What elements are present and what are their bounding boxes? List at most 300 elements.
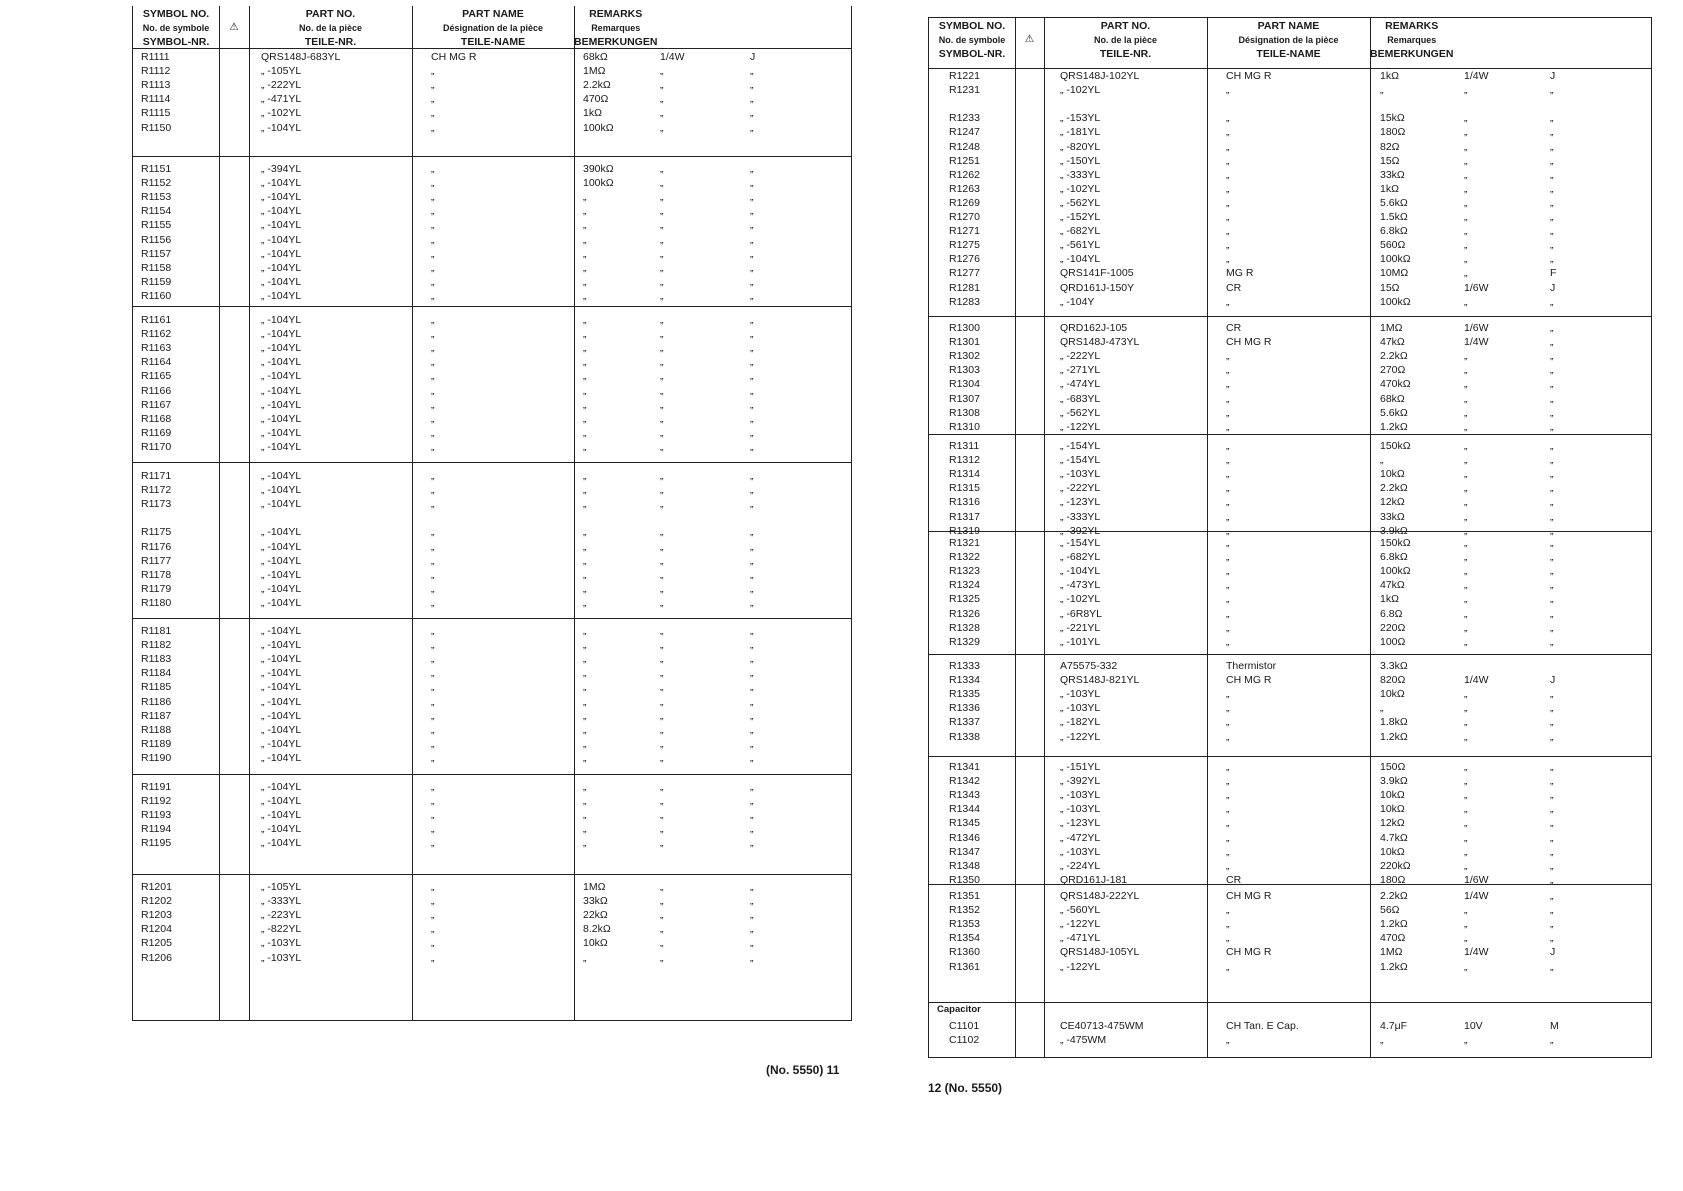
remark-tolerance-cell: „	[750, 667, 754, 680]
header-part-no-line: No. de la pièce	[1093, 35, 1158, 45]
remark-tolerance-cell: „	[1550, 295, 1554, 308]
symbol-no-cell: R1277	[949, 267, 980, 280]
remark-tolerance-cell: „	[750, 909, 754, 922]
symbol-no-cell: R1157	[141, 247, 172, 260]
part-no-cell: „ -154YL	[1060, 440, 1101, 452]
symbol-no-cell: R1193	[141, 809, 172, 822]
symbol-no-cell: R1195	[141, 837, 172, 850]
part-no-cell: „ -104YL	[261, 837, 302, 850]
part-name-cell: CH MG R	[1226, 890, 1272, 902]
remark-tolerance-cell: „	[1550, 112, 1554, 125]
part-no-cell: „ -104YL	[261, 314, 302, 326]
remark-value-cell: „	[583, 837, 587, 850]
remark-rating-cell: „	[1464, 126, 1468, 139]
column-divider	[1207, 18, 1208, 1057]
remark-value-cell: „	[583, 653, 587, 666]
remark-tolerance-cell: „	[1550, 635, 1554, 648]
remark-rating-cell: „	[660, 923, 664, 936]
part-name-cell: „	[431, 233, 435, 246]
part-name-cell: „	[431, 653, 435, 666]
part-name-cell: „	[1226, 831, 1230, 844]
remark-rating-cell: „	[660, 751, 664, 764]
part-no-cell: „ -104YL	[261, 426, 302, 439]
remark-tolerance-cell: „	[750, 695, 754, 708]
part-name-cell: „	[431, 328, 435, 341]
remark-rating-cell: „	[660, 809, 664, 822]
part-name-cell: „	[431, 837, 435, 850]
remark-rating-cell: „	[660, 163, 664, 175]
remark-tolerance-cell: „	[750, 191, 754, 204]
symbol-no-cell: R1183	[141, 653, 172, 666]
remark-value-cell: „	[1380, 1034, 1384, 1047]
part-name-cell: „	[431, 895, 435, 908]
symbol-no-cell: R1321	[949, 537, 980, 549]
symbol-no-cell: R1168	[141, 412, 172, 425]
part-name-cell: „	[431, 191, 435, 204]
remark-rating-cell: „	[1464, 775, 1468, 788]
remark-value-cell: „	[583, 951, 587, 964]
part-name-cell: „	[1226, 126, 1230, 139]
symbol-no-cell: R1206	[141, 951, 172, 964]
part-no-cell: „ -271YL	[1060, 364, 1101, 377]
remark-tolerance-cell: „	[750, 596, 754, 609]
remark-value-cell: 1kΩ	[1380, 70, 1399, 82]
remark-rating-cell: 1/4W	[1464, 674, 1489, 687]
part-name-cell: „	[431, 398, 435, 411]
remark-tolerance-cell: M	[1550, 1020, 1559, 1032]
remark-tolerance-cell: „	[1550, 932, 1554, 945]
remark-value-cell: 100kΩ	[1380, 253, 1411, 266]
part-name-cell: „	[1226, 295, 1230, 308]
remark-value-cell: 12kΩ	[1380, 496, 1405, 509]
remark-tolerance-cell: „	[1550, 440, 1554, 452]
part-no-cell: „ -104YL	[261, 751, 302, 764]
part-name-cell: CH MG R	[1226, 946, 1272, 959]
remark-rating-cell: „	[1464, 196, 1468, 209]
symbol-no-cell: R1182	[141, 639, 172, 652]
part-no-cell: „ -104YL	[261, 247, 302, 260]
part-no-cell: „ -104YL	[261, 275, 302, 288]
remark-rating-cell: „	[1464, 817, 1468, 830]
header-part-name	[412, 7, 574, 49]
remark-value-cell: „	[583, 314, 587, 326]
remark-value-cell: 1MΩ	[583, 65, 606, 78]
remark-tolerance-cell: „	[750, 342, 754, 355]
remark-tolerance-cell: „	[1550, 239, 1554, 252]
part-no-cell: „ -122YL	[1060, 960, 1101, 973]
remark-tolerance-cell: „	[1550, 364, 1554, 377]
remark-value-cell: 10MΩ	[1380, 267, 1409, 280]
part-name-cell: „	[1226, 960, 1230, 973]
part-no-cell: „ -104YL	[261, 498, 302, 511]
remark-tolerance-cell: „	[1550, 392, 1554, 405]
part-no-cell: „ -224YL	[1060, 859, 1101, 872]
symbol-no-cell: R1275	[949, 239, 980, 252]
part-name-cell: „	[1226, 537, 1230, 549]
part-name-cell: „	[1226, 378, 1230, 391]
part-no-cell: A75575-332	[1060, 660, 1118, 672]
remark-value-cell: „	[1380, 702, 1384, 715]
part-name-cell: „	[1226, 524, 1230, 537]
remark-tolerance-cell: „	[750, 709, 754, 722]
remark-rating-cell: „	[660, 177, 664, 190]
remark-tolerance-cell: „	[1550, 688, 1554, 701]
remark-rating-cell: 1/4W	[1464, 336, 1489, 349]
remark-value-cell: „	[583, 823, 587, 836]
remark-rating-cell: „	[1464, 716, 1468, 729]
remark-tolerance-cell: „	[1550, 154, 1554, 167]
remark-tolerance-cell: „	[750, 412, 754, 425]
part-no-cell: „ -683YL	[1060, 392, 1101, 405]
part-no-cell: „ -104YL	[261, 219, 302, 232]
header-symbol-no-line: SYMBOL-NR.	[938, 48, 1006, 60]
remark-rating-cell: „	[660, 554, 664, 567]
remark-value-cell: „	[583, 681, 587, 694]
remark-rating-cell: „	[1464, 454, 1468, 467]
remark-tolerance-cell: „	[750, 163, 754, 175]
symbol-no-cell: R1163	[141, 342, 172, 355]
symbol-no-cell: R1192	[141, 795, 172, 808]
part-name-cell: „	[1226, 112, 1230, 125]
symbol-no-cell: R1319	[949, 524, 980, 537]
symbol-no-cell: R1314	[949, 468, 980, 481]
remark-value-cell: 5.6kΩ	[1380, 196, 1408, 209]
part-no-cell: „ -104YL	[1060, 253, 1101, 266]
remark-rating-cell: „	[1464, 635, 1468, 648]
symbol-no-cell: R1153	[141, 191, 172, 204]
part-name-cell: „	[1226, 702, 1230, 715]
part-no-cell: „ -104YL	[261, 823, 302, 836]
remark-value-cell: „	[583, 526, 587, 539]
part-no-cell: „ -102YL	[261, 107, 302, 120]
remark-tolerance-cell: „	[750, 289, 754, 302]
remark-value-cell: 100kΩ	[1380, 565, 1411, 578]
remark-rating-cell: „	[660, 219, 664, 232]
symbol-no-cell: R1185	[141, 681, 172, 694]
remark-rating-cell: „	[660, 440, 664, 453]
part-name-cell: „	[431, 923, 435, 936]
column-divider	[219, 6, 220, 1020]
part-no-cell: „ -181YL	[1060, 126, 1101, 139]
part-name-cell: „	[431, 709, 435, 722]
remark-value-cell: „	[583, 412, 587, 425]
remark-value-cell: 33kΩ	[1380, 510, 1405, 523]
symbol-no-cell: R1162	[141, 328, 172, 341]
part-no-cell: „ -104YL	[261, 568, 302, 581]
part-name-cell: „	[431, 470, 435, 482]
part-no-cell: „ -471YL	[1060, 932, 1101, 945]
symbol-no-cell: R1329	[949, 635, 980, 648]
symbol-no-cell: R1189	[141, 737, 172, 750]
symbol-no-cell: R1177	[141, 554, 172, 567]
remark-value-cell: 560Ω	[1380, 239, 1406, 252]
part-no-cell: QRS141F-1005	[1060, 267, 1134, 280]
remark-tolerance-cell: „	[750, 107, 754, 120]
symbol-no-cell: R1350	[949, 873, 980, 886]
symbol-no-cell: R1348	[949, 859, 980, 872]
part-name-cell: „	[1226, 154, 1230, 167]
remark-tolerance-cell: „	[750, 177, 754, 190]
part-name-cell: „	[1226, 817, 1230, 830]
remark-value-cell: 12kΩ	[1380, 817, 1405, 830]
symbol-no-cell: R1111	[141, 51, 170, 63]
remark-tolerance-cell: „	[1550, 817, 1554, 830]
part-no-cell: „ -104YL	[1060, 565, 1101, 578]
remark-tolerance-cell: „	[750, 384, 754, 397]
part-name-cell: „	[1226, 482, 1230, 495]
remark-rating-cell: „	[660, 107, 664, 120]
part-no-cell: „ -103YL	[1060, 468, 1101, 481]
part-name-cell: „	[431, 275, 435, 288]
remark-rating-cell: „	[660, 93, 664, 106]
symbol-no-cell: R1176	[141, 540, 172, 553]
symbol-no-cell: R1179	[141, 582, 172, 595]
part-name-cell: CH MG R	[431, 51, 477, 63]
symbol-no-cell: R1171	[141, 470, 172, 482]
symbol-no-cell: R1281	[949, 281, 980, 294]
part-name-cell: CH MG R	[1226, 674, 1272, 687]
part-name-cell: „	[1226, 225, 1230, 238]
part-name-cell: „	[431, 177, 435, 190]
part-name-cell: „	[1226, 761, 1230, 773]
remark-rating-cell: „	[660, 526, 664, 539]
remark-value-cell: 2.2kΩ	[583, 79, 611, 92]
remark-tolerance-cell: „	[750, 795, 754, 808]
header-part-no-line: TEILE-NR.	[1099, 48, 1152, 60]
remark-tolerance-cell: „	[750, 328, 754, 341]
header-part-no-line: PART NO.	[305, 8, 356, 20]
remark-rating-cell: „	[1464, 730, 1468, 743]
part-no-cell: „ -102YL	[1060, 84, 1101, 97]
remark-rating-cell: „	[660, 653, 664, 666]
remark-value-cell: „	[583, 781, 587, 793]
remark-rating-cell: 1/4W	[660, 51, 685, 63]
symbol-no-cell: R1158	[141, 261, 172, 274]
remark-rating-cell: „	[660, 625, 664, 637]
remark-rating-cell: „	[1464, 789, 1468, 802]
header-symbol-no-line: SYMBOL-NR.	[142, 36, 210, 48]
group-rule	[133, 618, 851, 619]
part-name-cell: CH MG R	[1226, 336, 1272, 349]
part-no-cell: „ -562YL	[1060, 406, 1101, 419]
remark-value-cell: 8.2kΩ	[583, 923, 611, 936]
part-no-cell: CE40713-475WM	[1060, 1020, 1144, 1032]
part-no-cell: „ -222YL	[261, 79, 302, 92]
remark-rating-cell: „	[1464, 140, 1468, 153]
symbol-no-cell: R1315	[949, 482, 980, 495]
remark-tolerance-cell: „	[1550, 579, 1554, 592]
remark-value-cell: 220Ω	[1380, 621, 1406, 634]
part-name-cell: „	[431, 412, 435, 425]
symbol-no-cell: R1233	[949, 112, 980, 125]
remark-value-cell: „	[583, 440, 587, 453]
part-no-cell: „ -222YL	[1060, 482, 1101, 495]
remark-tolerance-cell: „	[750, 681, 754, 694]
part-no-cell: „ -104YL	[261, 639, 302, 652]
remark-tolerance-cell: „	[750, 398, 754, 411]
header-caution-icon: ⚠	[1024, 33, 1035, 45]
remark-rating-cell: „	[660, 498, 664, 511]
remark-value-cell: „	[583, 568, 587, 581]
remark-value-cell: „	[1380, 84, 1384, 97]
part-no-cell: „ -820YL	[1060, 140, 1101, 153]
part-no-cell: „ -103YL	[261, 951, 302, 964]
part-name-cell: „	[431, 568, 435, 581]
part-name-cell: „	[1226, 239, 1230, 252]
remark-rating-cell: „	[1464, 1034, 1468, 1047]
remark-value-cell: 4.7μF	[1380, 1020, 1408, 1032]
remark-tolerance-cell: „	[750, 121, 754, 134]
remark-value-cell: „	[583, 384, 587, 397]
remark-rating-cell: 10V	[1464, 1020, 1483, 1032]
symbol-no-cell: R1328	[949, 621, 980, 634]
header-part-name-line: PART NAME	[462, 8, 524, 20]
remark-value-cell: „	[583, 261, 587, 274]
symbol-no-cell: R1333	[949, 660, 980, 672]
remark-tolerance-cell: „	[750, 737, 754, 750]
part-name-cell: „	[431, 582, 435, 595]
remark-rating-cell: „	[660, 540, 664, 553]
remark-rating-cell: 1/6W	[1464, 873, 1489, 886]
part-name-cell: „	[431, 370, 435, 383]
symbol-no-cell: R1112	[141, 65, 171, 78]
remark-tolerance-cell: „	[1550, 350, 1554, 363]
header-symbol-no-line: No. de symbole	[142, 23, 210, 33]
symbol-no-cell: R1310	[949, 420, 980, 433]
symbol-no-cell: R1263	[949, 182, 980, 195]
symbol-no-cell: R1186	[141, 695, 172, 708]
symbol-no-cell: R1165	[141, 370, 172, 383]
remark-rating-cell: „	[1464, 392, 1468, 405]
remark-tolerance-cell: „	[750, 582, 754, 595]
remark-rating-cell: „	[660, 289, 664, 302]
part-name-cell: CH Tan. E Cap.	[1226, 1020, 1299, 1032]
symbol-no-cell: R1248	[949, 140, 980, 153]
remark-tolerance-cell: „	[750, 554, 754, 567]
symbol-no-cell: R1172	[141, 484, 172, 497]
part-name-cell: „	[431, 695, 435, 708]
group-rule	[929, 316, 1651, 317]
symbol-no-cell: R1345	[949, 817, 980, 830]
symbol-no-cell: R1341	[949, 761, 980, 773]
group-rule	[133, 306, 851, 307]
part-name-cell: „	[1226, 406, 1230, 419]
remark-tolerance-cell: „	[750, 639, 754, 652]
remark-value-cell: 220kΩ	[1380, 859, 1411, 872]
remark-rating-cell: „	[1464, 859, 1468, 872]
remark-tolerance-cell: „	[750, 247, 754, 260]
part-name-cell: „	[431, 384, 435, 397]
part-no-cell: „ -152YL	[1060, 211, 1101, 223]
part-no-cell: „ -151YL	[1060, 761, 1101, 773]
part-name-cell: „	[1226, 845, 1230, 858]
remark-value-cell: 56Ω	[1380, 904, 1400, 917]
remark-value-cell: 150kΩ	[1380, 440, 1411, 452]
remark-tolerance-cell: „	[1550, 524, 1554, 537]
symbol-no-cell: R1337	[949, 716, 980, 729]
remark-tolerance-cell: „	[1550, 406, 1554, 419]
remark-value-cell: 1kΩ	[1380, 182, 1399, 195]
symbol-no-cell: R1204	[141, 923, 172, 936]
remark-rating-cell: „	[1464, 524, 1468, 537]
part-name-cell: „	[1226, 420, 1230, 433]
remark-tolerance-cell: „	[1550, 831, 1554, 844]
remark-rating-cell: „	[660, 582, 664, 595]
remark-tolerance-cell: „	[750, 540, 754, 553]
part-name-cell: „	[1226, 635, 1230, 648]
remark-tolerance-cell: „	[1550, 140, 1554, 153]
part-no-cell: „ -682YL	[1060, 225, 1101, 238]
part-no-cell: „ -104YL	[261, 342, 302, 355]
remark-value-cell: 82Ω	[1380, 140, 1400, 153]
remark-rating-cell: „	[1464, 510, 1468, 523]
remark-rating-cell: „	[1464, 702, 1468, 715]
part-name-cell: „	[1226, 364, 1230, 377]
part-name-cell: „	[431, 823, 435, 836]
part-no-cell: „ -103YL	[1060, 789, 1101, 802]
remark-rating-cell: „	[660, 568, 664, 581]
part-name-cell: „	[431, 795, 435, 808]
part-no-cell: „ -104YL	[261, 809, 302, 822]
column-divider	[1044, 18, 1045, 1057]
part-name-cell: „	[1226, 789, 1230, 802]
part-name-cell: „	[431, 526, 435, 539]
part-no-cell: „ -104YL	[261, 484, 302, 497]
remark-tolerance-cell: „	[750, 219, 754, 232]
remark-rating-cell: „	[1464, 904, 1468, 917]
part-no-cell: „ -122YL	[1060, 918, 1101, 931]
remark-value-cell: „	[583, 205, 587, 218]
part-no-cell: „ -822YL	[261, 923, 302, 936]
symbol-no-cell: R1338	[949, 730, 980, 743]
header-remarks-line: BEMERKUNGEN	[574, 36, 658, 48]
symbol-no-cell: R1316	[949, 496, 980, 509]
part-no-cell: „ -475WM	[1060, 1034, 1107, 1047]
part-no-cell: QRD161J-150Y	[1060, 281, 1135, 294]
remark-tolerance-cell: „	[1550, 182, 1554, 195]
symbol-no-cell: R1191	[141, 781, 172, 793]
part-no-cell: „ -562YL	[1060, 196, 1101, 209]
remark-rating-cell: „	[1464, 565, 1468, 578]
symbol-no-cell: R1151	[141, 163, 172, 175]
remark-value-cell: 1.2kΩ	[1380, 960, 1408, 973]
remark-rating-cell: „	[660, 121, 664, 134]
remark-value-cell: „	[583, 554, 587, 567]
symbol-no-cell: R1194	[141, 823, 172, 836]
part-name-cell: „	[1226, 454, 1230, 467]
symbol-no-cell: R1344	[949, 803, 980, 816]
remark-rating-cell: „	[660, 79, 664, 92]
symbol-no-cell: R1271	[949, 225, 980, 238]
remark-value-cell: 3.9kΩ	[1380, 524, 1408, 537]
remark-value-cell: „	[583, 596, 587, 609]
part-no-cell: „ -682YL	[1060, 551, 1101, 564]
symbol-no-cell: R1113	[141, 79, 171, 92]
remark-value-cell: 2.2kΩ	[1380, 890, 1408, 902]
remark-value-cell: „	[583, 709, 587, 722]
remark-rating-cell: „	[1464, 579, 1468, 592]
symbol-no-cell: R1342	[949, 775, 980, 788]
part-no-cell: „ -104YL	[261, 596, 302, 609]
part-name-cell: „	[431, 639, 435, 652]
part-name-cell: „	[431, 342, 435, 355]
remark-rating-cell: „	[660, 639, 664, 652]
header-part-name-line: TEILE-NAME	[1256, 48, 1321, 60]
remark-value-cell: „	[583, 723, 587, 736]
part-no-cell: „ -104YL	[261, 191, 302, 204]
symbol-no-cell: R1317	[949, 510, 980, 523]
remark-tolerance-cell: „	[750, 65, 754, 78]
